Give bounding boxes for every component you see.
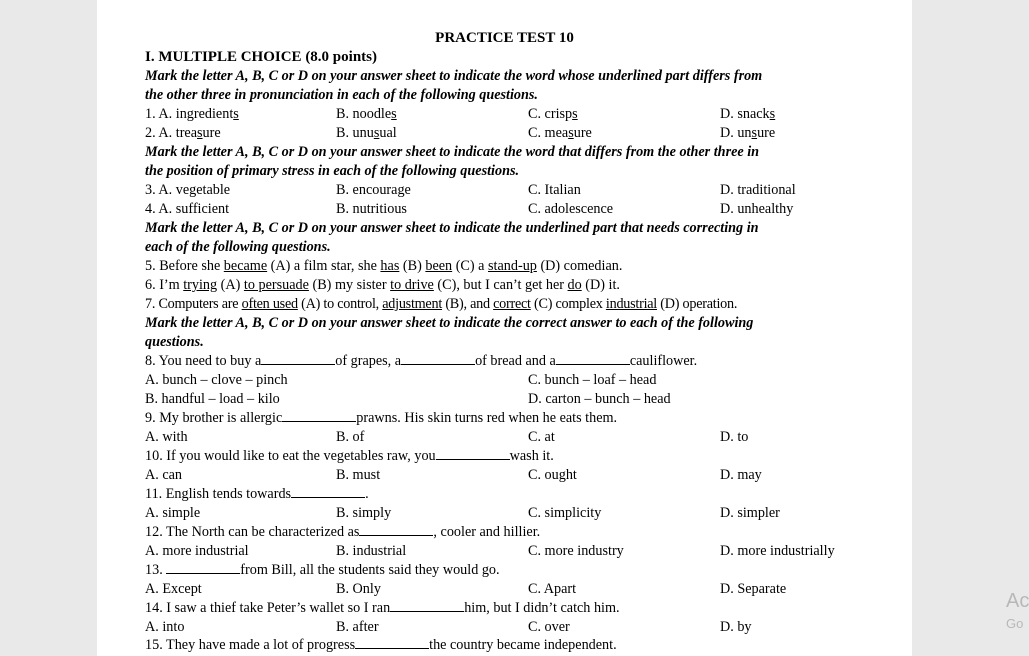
question-15-stem: 15. They have made a lot of progress the country became independent. — [145, 637, 617, 653]
q2-option-b: B. unusual — [336, 125, 397, 141]
q1-option-c: C. crisps — [528, 106, 578, 122]
q14-option-c: C. over — [528, 619, 570, 635]
question-11-stem: 11. English tends towards . — [145, 486, 369, 502]
q1-option-d: D. snacks — [720, 106, 776, 122]
q9-option-a: A. with — [145, 429, 188, 445]
q14-option-b: B. after — [336, 619, 379, 635]
q8-option-b: B. handful – load – kilo — [145, 391, 280, 407]
answer-blank — [390, 600, 464, 612]
question-9-stem: 9. My brother is allergic prawns. His skin turns red when he eats them. — [145, 410, 618, 426]
q1-option-b: B. noodles — [336, 106, 397, 122]
q13-option-a: A. Except — [145, 581, 202, 597]
q13-option-c: C. Apart — [528, 581, 577, 597]
q11-option-c: C. simplicity — [528, 505, 602, 521]
activation-watermark-line-1: Ac — [1006, 590, 1029, 612]
q10-option-c: C. ought — [528, 467, 577, 483]
q12-option-b: B. industrial — [336, 543, 407, 559]
q4-option-d: D. unhealthy — [720, 201, 794, 217]
q11-option-b: B. simply — [336, 505, 392, 521]
answer-blank — [355, 637, 429, 649]
answer-blank — [556, 353, 630, 365]
q11-option-a: A. simple — [145, 505, 201, 521]
q8-option-a: A. bunch – clove – pinch — [145, 372, 288, 388]
q8-option-d: D. carton – bunch – head — [528, 391, 671, 407]
answer-blank — [166, 562, 240, 574]
answer-blank — [359, 524, 433, 536]
q3-option-b: B. encourage — [336, 182, 411, 198]
question-10-stem: 10. If you would like to eat the vegetables raw, you wash it. — [145, 448, 554, 464]
q14-option-d: D. by — [720, 619, 752, 635]
section-heading: I. MULTIPLE CHOICE (8.0 points) — [145, 49, 377, 65]
instruction-3-line-2: each of the following questions. — [145, 239, 331, 255]
document-page — [97, 0, 912, 656]
q12-option-a: A. more industrial — [145, 543, 249, 559]
question-8-stem: 8. You need to buy a of grapes, a of bread and a cauliflower. — [145, 353, 698, 369]
instruction-2-line-2: the position of primary stress in each of the following questions. — [145, 163, 520, 179]
q12-option-c: C. more industry — [528, 543, 624, 559]
activation-watermark-line-2: Go — [1006, 616, 1024, 631]
q3-option-a: 3. A. vegetable — [145, 182, 231, 198]
q2-option-a: 2. A. treasure — [145, 125, 221, 141]
q10-option-d: D. may — [720, 467, 762, 483]
answer-blank — [436, 448, 510, 460]
instruction-1-line-1: Mark the letter A, B, C or D on your answer sheet to indicate the word whose underlined part differs from — [145, 68, 763, 84]
answer-blank — [282, 410, 356, 422]
question-7: 7. Computers are often used (A) to control, adjustment (B), and correct (C) complex industrial (D) operation. — [145, 296, 738, 312]
instruction-2-line-1: Mark the letter A, B, C or D on your answer sheet to indicate the word that differs from the other three in — [145, 144, 760, 160]
q9-option-d: D. to — [720, 429, 749, 445]
q12-option-d: D. more industrially — [720, 543, 835, 559]
q10-option-b: B. must — [336, 467, 381, 483]
q3-option-c: C. Italian — [528, 182, 581, 198]
q4-option-c: C. adolescence — [528, 201, 614, 217]
answer-blank — [291, 486, 365, 498]
q9-option-c: C. at — [528, 429, 555, 445]
q3-option-d: D. traditional — [720, 182, 796, 198]
q2-option-c: C. measure — [528, 125, 592, 141]
answer-blank — [401, 353, 475, 365]
question-5: 5. Before she became (A) a film star, she has (B) been (C) a stand-up (D) comedian. — [145, 258, 623, 274]
question-13-stem: 13. from Bill, all the students said they would go. — [145, 562, 500, 578]
q11-option-d: D. simpler — [720, 505, 780, 521]
q13-option-b: B. Only — [336, 581, 381, 597]
instruction-3-line-1: Mark the letter A, B, C or D on your answer sheet to indicate the underlined part that needs correcting in — [145, 220, 759, 236]
q9-option-b: B. of — [336, 429, 365, 445]
instruction-4-line-1: Mark the letter A, B, C or D on your answer sheet to indicate the correct answer to each of the following — [145, 315, 754, 331]
q10-option-a: A. can — [145, 467, 183, 483]
q2-option-d: D. unsure — [720, 125, 776, 141]
question-6: 6. I’m trying (A) to persuade (B) my sister to drive (C), but I can’t get her do (D) it. — [145, 277, 620, 293]
q1-option-a: 1. A. ingredients — [145, 106, 239, 122]
q4-option-b: B. nutritious — [336, 201, 407, 217]
page-title: PRACTICE TEST 10 — [435, 30, 574, 46]
answer-blank — [261, 353, 335, 365]
q14-option-a: A. into — [145, 619, 185, 635]
question-14-stem: 14. I saw a thief take Peter’s wallet so I ran him, but I didn’t catch him. — [145, 600, 620, 616]
instruction-4-line-2: questions. — [145, 334, 204, 350]
q4-option-a: 4. A. sufficient — [145, 201, 230, 217]
instruction-1-line-2: the other three in pronunciation in each of the following questions. — [145, 87, 538, 103]
q8-option-c: C. bunch – loaf – head — [528, 372, 657, 388]
question-12-stem: 12. The North can be characterized as , cooler and hillier. — [145, 524, 541, 540]
q13-option-d: D. Separate — [720, 581, 787, 597]
